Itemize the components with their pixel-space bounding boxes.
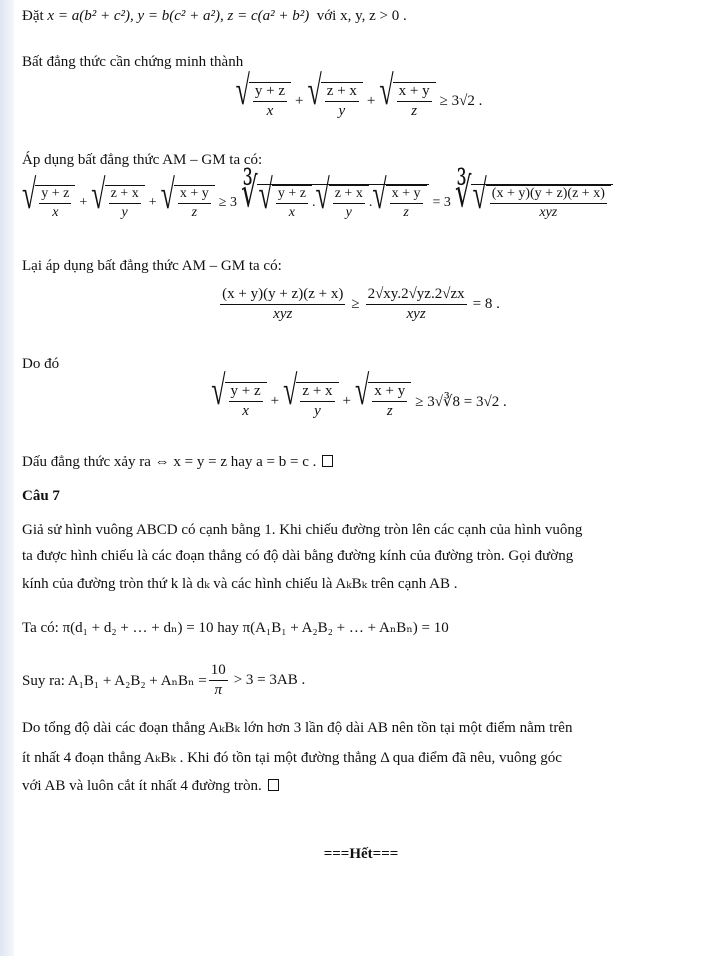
line-amgm-2: Lại áp dụng bất đẳng thức AM – GM ta có:: [22, 258, 282, 274]
page-edge: [0, 0, 14, 956]
text: Đặt: [22, 8, 44, 24]
final-inequality: √ $\frac{y + z}{x}$ + √ $\frac{z + x}{y}$ + √ $\frac{x + y}{z}$ ≥ 3√∛8 = 3√2 .: [211, 367, 507, 419]
paragraph-line: kính của đường tròn thứ k là dₖ và các hình chiếu là AₖBₖ trên cạnh AB .: [22, 576, 458, 592]
end-marker: ===Hết===: [323, 846, 399, 862]
amgm-chain: √ $\frac{y + z}{x}$ + √ $\frac{z + x}{y}$ + √ $\frac{x + y}{z}$ ≥ 3 ∛ √ $\frac{y + z}{x}$ . √ $\frac{z + x}{y}$ . √ $\frac{x + y}{z}$ = 3 ∛ √ $\frac{(x + y)(y + z)(z + x)}{\text{xyz}}$: [22, 184, 708, 221]
qed-box-icon: [268, 779, 279, 791]
line-therefore: Do đó: [22, 356, 60, 372]
question-heading: Câu 7: [22, 488, 60, 504]
paragraph-line: Giả sử hình vuông ABCD có cạnh bằng 1. Khi chiếu đường tròn lên các cạnh của hình vuông: [22, 522, 583, 538]
line-conclude-sum: Suy ra: A₁B₁ + A₂B₂ + AₙBₙ = $\frac{10}{\pi}$ > 3 = 3AB .: [22, 662, 306, 698]
text: với x, y, z > 0 .: [316, 8, 407, 24]
paragraph-line: ít nhất 4 đoạn thẳng AₖBₖ . Khi đó tồn tại một đường thẳng Δ qua điểm đã nêu, vuông góc: [22, 750, 562, 766]
line-inequality-intro: Bất đẳng thức cần chứng minh thành: [22, 54, 244, 70]
inequality-target: √ $\frac{y + z}{x}$ + √ $\frac{z + x}{y}$ + √ $\frac{x + y}{z}$ ≥ 3√2 .: [235, 67, 483, 119]
line-equality: Dấu đẳng thức xảy ra ⇔ x = y = z hay a = b = c .: [22, 454, 708, 471]
line-amgm-1: Áp dụng bất đẳng thức AM – GM ta có:: [22, 152, 263, 168]
line-define: [22, 8, 708, 25]
line-sum-diameters: Ta có: π(d₁ + d₂ + … + dₙ) = 10 hay π(A₁B₁ + A₂B₂ + … + AₙBₙ) = 10: [22, 620, 449, 636]
math-definition: x = a(b² + c²), y = b(c² + a²), z = c(a² + b²): [47, 8, 310, 24]
paragraph-line: ta được hình chiếu là các đoạn thẳng có độ dài bằng đường kính của đường tròn. Gọi đường: [22, 548, 574, 564]
paragraph-line: Do tổng độ dài các đoạn thẳng AₖBₖ lớn hơn 3 lần độ dài AB nên tồn tại một điểm nằm trên: [22, 720, 573, 736]
product-inequality: $\frac{(x + y)(y + z)(z + x)}{\text{xyz}}$ ≥ $\frac{2√xy.2√yz.2√zx}{\text{xyz}}$ = 8 .: [222, 286, 500, 322]
paragraph-line: với AB và luôn cắt ít nhất 4 đường tròn.: [22, 778, 708, 795]
qed-box-icon: [322, 455, 333, 467]
